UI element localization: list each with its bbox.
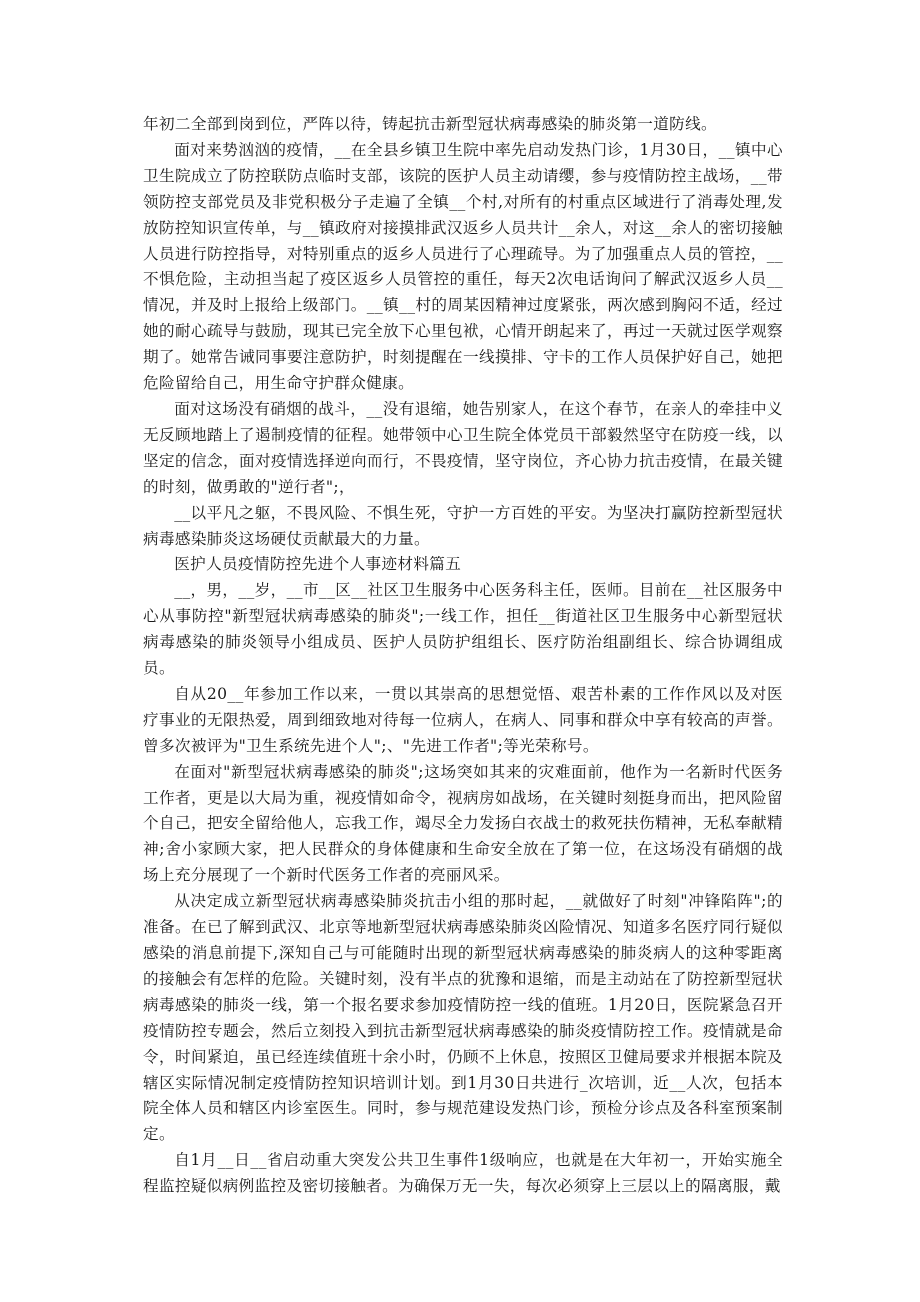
paragraph-2: 面对来势汹汹的疫情，__在全县乡镇卫生院中率先启动发热门诊，1月30日，__镇中心卫生院成立了防控联防点临时支部，该院的医护人员主动请缨，参与疫情防控主战场，__带领防控支部党员及非党积极分子走遍了全镇__个村,对所有的村重点区域进行了消毒处理,发放防控知识宣传单，与__镇政府对接摸排武汉返乡人员共计__余人，对这__余人的密切接触人员进行防控指导，对特别重点的返乡人员进行了心理疏导。为了加强重点人员的管控，__不惧危险，主动担当起了疫区返乡人员管控的重任，每天2次电话询问了解武汉返乡人员__情况，并及时上报给上级部门。__镇__村的周某因精神过度紧张，两次感到胸闷不适，经过她的耐心疏导与鼓励，现其已完全放下心里包袱，心情开朗起来了，再过一天就过医学观察期了。她常告诫同事要注意防护，时刻提醒在一线摸排、守卡的工作人员保护好自己，她把危险留给自己，用生命守护群众健康。 <box>143 140 783 393</box>
section-title: 医护人员疫情防控先进个人事迹材料篇五 <box>174 555 462 574</box>
paragraph-5: __，男，__岁，__市__区__社区卫生服务中心医务科主任，医师。目前在__社区服务中心从事防控"新型冠状病毒感染的肺炎";一线工作，担任__街道社区卫生服务中心新型冠状病毒感染的肺炎领导小组成员、医护人员防护组组长、医疗防治组副组长、综合协调组成员。 <box>143 581 783 678</box>
paragraph-1: 年初二全部到岗到位，严阵以待，铸起抗击新型冠状病毒感染的肺炎第一道防线。 <box>143 115 717 133</box>
paragraph-3: 面对这场没有硝烟的战斗，__没有退缩，她告别家人，在这个春节，在亲人的牵挂中义无反顾地踏上了遏制疫情的征程。她带领中心卫生院全体党员干部毅然坚守在防疫一线，以坚定的信念，面对疫情选择逆向而行，不畏疫情，坚守岗位，齐心协力抗击疫情，在最关键的时刻，做勇敢的"逆行者";， <box>143 399 783 496</box>
paragraph-9: 自1月__日__省启动重大突发公共卫生事件1级响应，也就是在大年初一，开始实施全程监控疑似病例监控及密切接触者。为确保万无一失，每次必须穿上三层以上的隔离服，戴 <box>143 1151 783 1196</box>
paragraph-4: __以平凡之躯，不畏风险、不惧生死，守护一方百姓的平安。为坚决打赢防控新型冠状病毒感染肺炎这场硬仗贡献最大的力量。 <box>143 503 783 548</box>
paragraph-8: 从决定成立新型冠状病毒感染肺炎抗击小组的那时起，__就做好了时刻"冲锋陷阵";的准备。在已了解到武汉、北京等地新型冠状病毒感染肺炎凶险情况、知道多名医疗同行疑似感染的消息前提下,深知自己与可能随时出现的新型冠状病毒感染的肺炎病人的这种零距离的接触会有怎样的危险。关键时刻，没有半点的犹豫和退缩，而是主动站在了防控新型冠状病毒感染的肺炎一线，第一个报名要求参加疫情防控一线的值班。1月20日，医院紧急召开疫情防控专题会，然后立刻投入到抗击新型冠状病毒感染的肺炎疫情防控工作。疫情就是命令，时间紧迫，虽已经连续值班十余小时，仍顾不上休息，按照区卫健局要求并根据本院及辖区实际情况制定疫情防控知识培训计划。到1月30日共进行_次培训，近__人次，包括本院全体人员和辖区内诊室医生。同时，参与规范建设发热门诊，预检分诊点及各科室预案制定。 <box>143 892 783 1144</box>
paragraph-6: 自从20__年参加工作以来，一贯以其崇高的思想觉悟、艰苦朴素的工作作风以及对医疗事业的无限热爱，周到细致地对待每一位病人，在病人、同事和群众中享有较高的声誉。曾多次被评为"卫生系统先进个人";、"先进工作者";等光荣称号。 <box>143 684 783 755</box>
paragraph-7: 在面对"新型冠状病毒感染的肺炎";这场突如其来的灾难面前，他作为一名新时代医务工作者，更是以大局为重，视疫情如命令，视病房如战场，在关键时刻挺身而出，把风险留个自己，把安全留给他人，忘我工作，竭尽全力发扬白衣战士的救死扶伤精神，无私奉献精神;舍小家顾大家，把人民群众的身体健康和生命安全放在了第一位，在这场没有硝烟的战场上充分展现了一个新时代医务工作者的亮丽风采。 <box>143 762 783 885</box>
document-body <box>143 112 783 1200</box>
